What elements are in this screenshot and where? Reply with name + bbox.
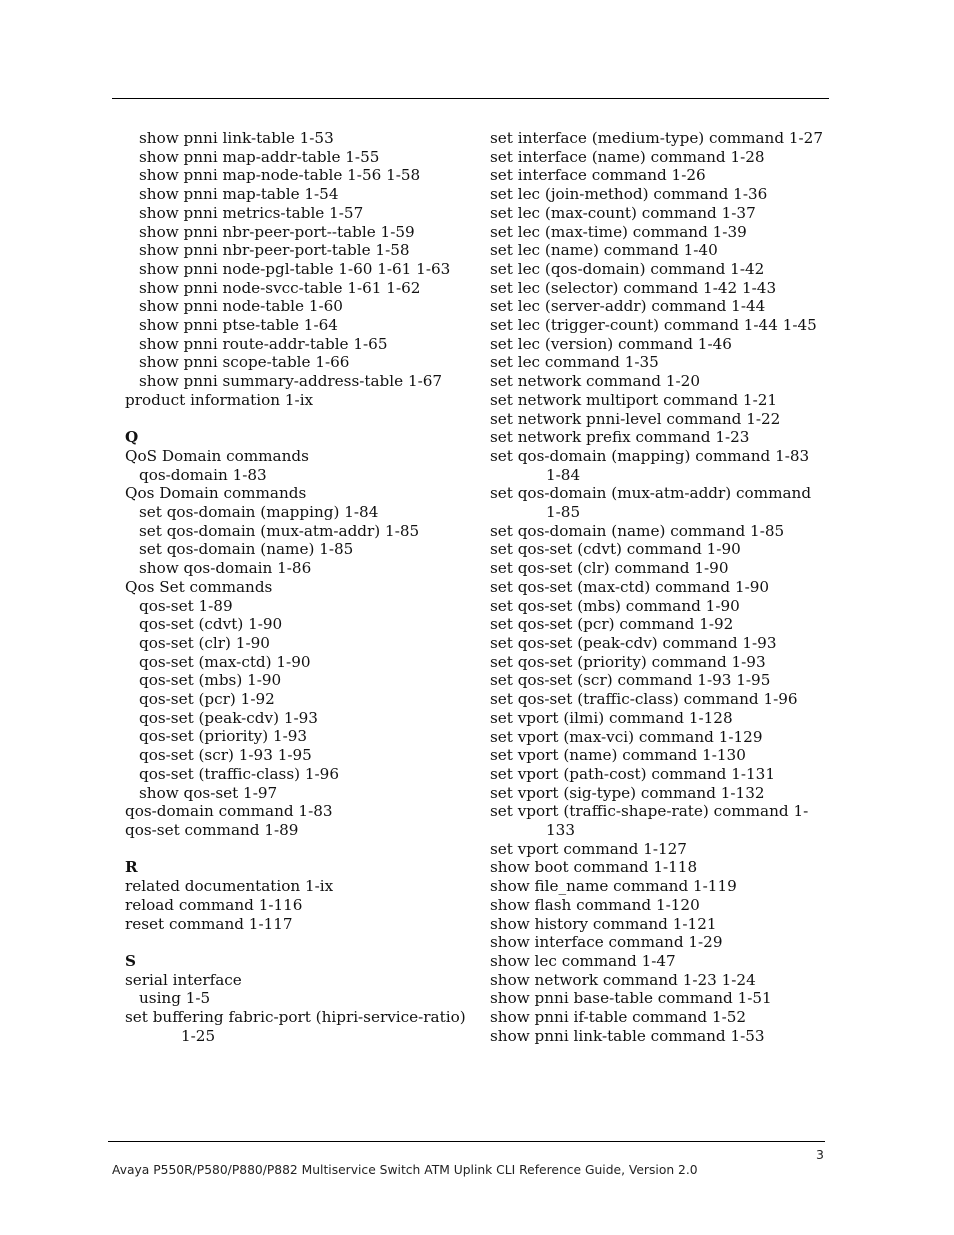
- index-entry: qos-set (traffic-class) 1-96: [139, 764, 340, 783]
- index-entry: show pnni base-table command 1-51: [490, 989, 772, 1008]
- index-entry: using 1-5: [139, 989, 211, 1008]
- index-entry: show pnni scope-table 1-66: [139, 353, 350, 372]
- index-entry: set network multiport command 1-21: [490, 390, 778, 409]
- index-entry: reset command 1-117: [125, 914, 293, 933]
- footer-title: Avaya P550R/P580/P880/P882 Multiservice Switch ATM Uplink CLI Reference Guide, Version 2.0: [112, 1163, 698, 1177]
- index-entry: set interface (name) command 1-28: [490, 147, 765, 166]
- index-entry: qos-set (priority) 1-93: [139, 727, 308, 746]
- index-entry: related documentation 1-ix: [125, 877, 334, 896]
- index-letter-heading: Q: [125, 428, 139, 447]
- index-entry: set qos-set (pcr) command 1-92: [490, 615, 734, 634]
- index-entry: set network prefix command 1-23: [490, 428, 750, 447]
- index-entry: show pnni route-addr-table 1-65: [139, 334, 388, 353]
- index-entry: set qos-set (cdvt) command 1-90: [490, 540, 741, 559]
- index-entry: reload command 1-116: [125, 895, 303, 914]
- index-entry: show history command 1-121: [490, 914, 717, 933]
- index-entry: set qos-domain (mux-atm-addr) command: [490, 484, 812, 503]
- index-entry: show file_name command 1-119: [490, 877, 737, 896]
- index-entry: set qos-domain (mapping) 1-84: [139, 503, 379, 522]
- index-entry: show lec command 1-47: [490, 951, 676, 970]
- index-entry: show boot command 1-118: [490, 858, 698, 877]
- index-entry: set qos-set (peak-cdv) command 1-93: [490, 633, 777, 652]
- index-letter-heading: S: [125, 951, 136, 970]
- index-entry: 133: [546, 821, 575, 840]
- section-gap: [125, 410, 470, 429]
- page-number: 3: [816, 1147, 824, 1162]
- index-entry: set vport (ilmi) command 1-128: [490, 708, 733, 727]
- index-entry: Qos Set commands: [125, 577, 273, 596]
- index-entry: qos-set (cdvt) 1-90: [139, 615, 283, 634]
- footer-rule: [108, 1141, 825, 1142]
- index-entry: show pnni nbr-peer-port-table 1-58: [139, 241, 410, 260]
- index-letter-heading: R: [125, 858, 138, 877]
- index-entry: set vport (path-cost) command 1-131: [490, 764, 775, 783]
- index-entry: Qos Domain commands: [125, 484, 307, 503]
- index-entry: set qos-domain (mapping) command 1-83: [490, 446, 810, 465]
- index-entry: set qos-domain (name) command 1-85: [490, 521, 785, 540]
- index-entry: qos-set 1-89: [139, 596, 233, 615]
- index-entry: 1-85: [546, 503, 581, 522]
- index-entry: show pnni link-table command 1-53: [490, 1026, 765, 1045]
- index-entry: qos-set (max-ctd) 1-90: [139, 652, 311, 671]
- index-entry: show pnni metrics-table 1-57: [139, 203, 364, 222]
- index-entry: set network pnni-level command 1-22: [490, 409, 781, 428]
- index-entry: 1-84: [546, 465, 581, 484]
- index-column-left: [125, 129, 470, 1045]
- index-entry: 1-25: [181, 1026, 216, 1045]
- index-entry: show pnni summary-address-table 1-67: [139, 372, 443, 391]
- index-entry: qos-set (pcr) 1-92: [139, 690, 275, 709]
- section-gap: [125, 840, 470, 859]
- index-entry: set qos-domain (name) 1-85: [139, 540, 354, 559]
- index-entry: set lec (version) command 1-46: [490, 334, 732, 353]
- index-entry: show pnni node-table 1-60: [139, 297, 343, 316]
- index-entry: serial interface: [125, 970, 242, 989]
- index-entry: set lec command 1-35: [490, 353, 659, 372]
- index-entry: qos-domain command 1-83: [125, 802, 333, 821]
- index-entry: show flash command 1-120: [490, 895, 700, 914]
- index-entry: set qos-domain (mux-atm-addr) 1-85: [139, 521, 420, 540]
- index-entry: show pnni nbr-peer-port--table 1-59: [139, 222, 415, 241]
- index-entry: set interface (medium-type) command 1-27: [490, 129, 824, 147]
- index-entry: set qos-set (max-ctd) command 1-90: [490, 577, 770, 596]
- index-entry: set network command 1-20: [490, 372, 700, 391]
- index-entry: show pnni node-svcc-table 1-61 1-62: [139, 278, 421, 297]
- index-entry: qos-set (peak-cdv) 1-93: [139, 708, 318, 727]
- index-entry: set lec (max-time) command 1-39: [490, 222, 747, 241]
- index-entry: set lec (selector) command 1-42 1-43: [490, 278, 777, 297]
- index-entry: set vport (traffic-shape-rate) command 1-: [490, 802, 809, 821]
- index-entry: qos-set (mbs) 1-90: [139, 671, 282, 690]
- index-entry: set lec (name) command 1-40: [490, 241, 718, 260]
- index-entry: set lec (trigger-count) command 1-44 1-45: [490, 316, 817, 335]
- index-entry: qos-set command 1-89: [125, 821, 299, 839]
- index-entry: set vport command 1-127: [490, 839, 687, 858]
- index-entry: show pnni map-addr-table 1-55: [139, 147, 380, 166]
- index-entry: set lec (server-addr) command 1-44: [490, 297, 766, 316]
- index-entry: show qos-domain 1-86: [139, 559, 312, 578]
- index-entry: set qos-set (scr) command 1-93 1-95: [490, 671, 771, 690]
- index-entry: set qos-set (clr) command 1-90: [490, 559, 729, 578]
- index-entry: set lec (join-method) command 1-36: [490, 185, 768, 204]
- index-entry: set buffering fabric-port (hipri-service-ratio): [125, 1008, 466, 1026]
- section-gap: [125, 933, 470, 952]
- index-entry: set qos-set (mbs) command 1-90: [490, 596, 740, 615]
- index-entry: qos-set (clr) 1-90: [139, 633, 270, 652]
- index-entry: show pnni map-node-table 1-56 1-58: [139, 166, 421, 185]
- index-entry: show interface command 1-29: [490, 933, 723, 952]
- header-rule: [112, 98, 829, 99]
- index-entry: QoS Domain commands: [125, 446, 309, 465]
- index-column-right: [490, 129, 830, 1045]
- index-entry: set vport (name) command 1-130: [490, 746, 746, 765]
- index-entry: show pnni ptse-table 1-64: [139, 316, 338, 335]
- index-entry: set interface command 1-26: [490, 166, 706, 185]
- index-entry: set lec (qos-domain) command 1-42: [490, 259, 765, 278]
- index-entry: set lec (max-count) command 1-37: [490, 203, 756, 222]
- index-entry: show qos-set 1-97: [139, 783, 278, 802]
- index-entry: product information 1-ix: [125, 390, 314, 409]
- index-entry: set vport (max-vci) command 1-129: [490, 727, 763, 746]
- index-entry: set qos-set (traffic-class) command 1-96: [490, 690, 798, 709]
- index-entry: set vport (sig-type) command 1-132: [490, 783, 765, 802]
- index-entry: qos-set (scr) 1-93 1-95: [139, 746, 312, 765]
- index-entry: show pnni node-pgl-table 1-60 1-61 1-63: [139, 259, 451, 278]
- index-entry: qos-domain 1-83: [139, 465, 267, 484]
- index-entry: show network command 1-23 1-24: [490, 970, 756, 989]
- index-entry: show pnni map-table 1-54: [139, 185, 339, 204]
- index-entry: set qos-set (priority) command 1-93: [490, 652, 766, 671]
- index-entry: show pnni if-table command 1-52: [490, 1008, 747, 1027]
- index-entry: show pnni link-table 1-53: [139, 129, 334, 147]
